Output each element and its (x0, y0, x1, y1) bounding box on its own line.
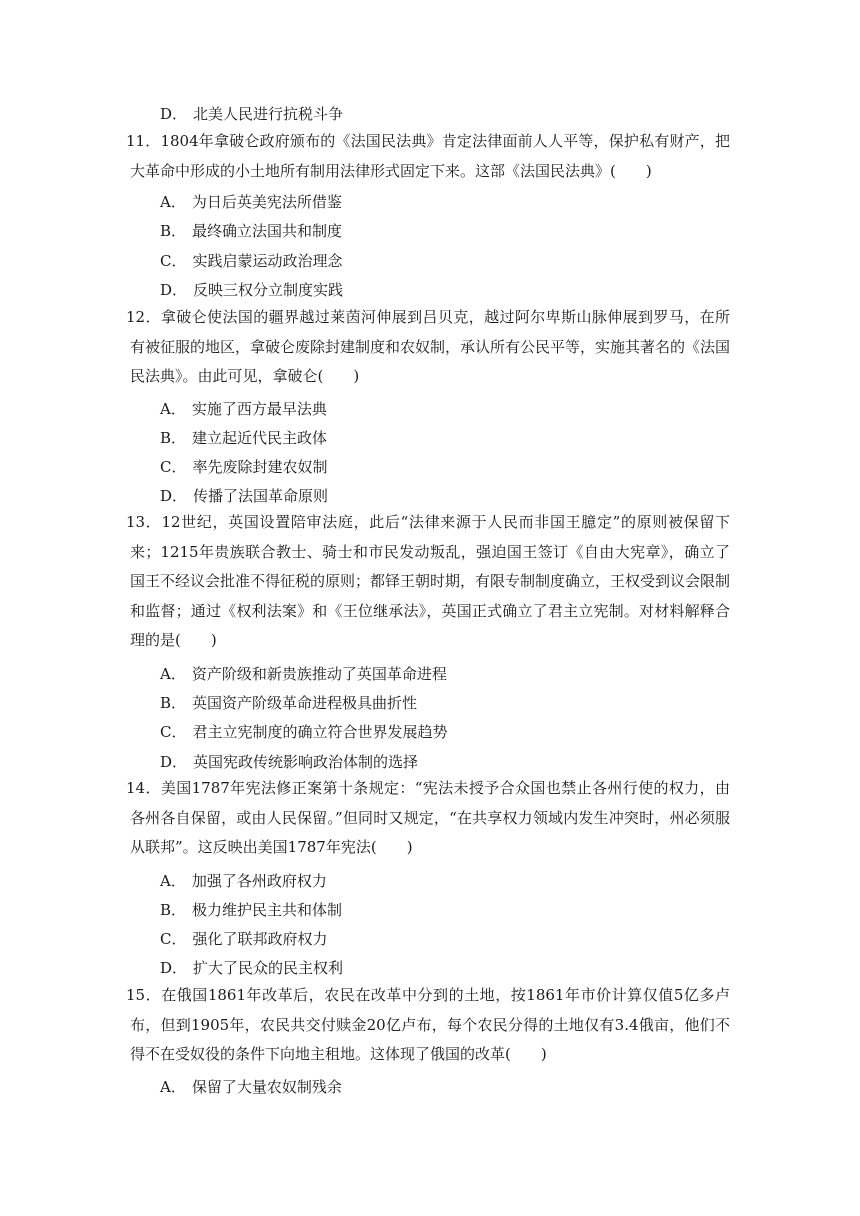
option-text: 反映三权分立制度实践 (193, 281, 344, 299)
option-a (160, 192, 342, 212)
question-text: 美国1787年宪法修正案第十条规定：“宪法未授予合众国也禁止各州行使的权力，由各州各自保留，或由人民保留。”但同时又规定，“在共享权力领域内发生冲突时，州必须服从联邦”。这反映出美国1787年宪法( ) (130, 779, 730, 856)
question-13-stem (126, 508, 731, 656)
option-d (160, 280, 343, 300)
option-a (160, 399, 327, 419)
option-text: 实践启蒙运动政治理念 (192, 252, 343, 270)
option-text: 英国宪政传统影响政治体制的选择 (193, 753, 419, 771)
option-d (160, 958, 343, 978)
option-letter: A． (160, 872, 186, 890)
option-letter: C． (160, 723, 187, 741)
option-c (160, 722, 448, 742)
option-a (160, 664, 447, 684)
option-a (160, 1077, 342, 1097)
option-letter: D． (160, 959, 188, 977)
option-d (160, 752, 418, 772)
option-c (160, 457, 328, 477)
option-letter: B． (160, 222, 187, 240)
option-text: 扩大了民众的民主权利 (193, 959, 344, 977)
option-letter: A． (160, 665, 186, 683)
option-a (160, 871, 327, 891)
question-11-stem (126, 127, 730, 186)
option-letter: B． (160, 901, 187, 919)
question-number: 13． (126, 513, 162, 531)
option-text: 英国资产阶级革命进程极具曲折性 (192, 694, 418, 712)
question-number: 14． (126, 779, 161, 797)
question-text: 1804年拿破仑政府颁布的《法国民法典》肯定法律面前人人平等，保护私有财产，把大革命中形成的小土地所有制用法律形式固定下来。这部《法国民法典》( ) (130, 132, 730, 180)
option-text: 率先废除封建农奴制 (192, 458, 328, 476)
question-number: 12． (126, 308, 161, 326)
option-letter: D． (160, 487, 188, 505)
option-text: 保留了大量农奴制残余 (191, 1078, 342, 1096)
option-letter: A． (160, 193, 186, 211)
option-text: 北美人民进行抗税斗争 (193, 105, 344, 123)
option-d (160, 486, 328, 506)
option-text: 最终确立法国共和制度 (192, 222, 343, 240)
option-letter: D． (160, 753, 188, 771)
option-b (160, 693, 417, 713)
option-text: 资产阶级和新贵族推动了英国革命进程 (191, 665, 447, 683)
option-text: 实施了西方最早法典 (191, 400, 327, 418)
option-c (160, 929, 328, 949)
question-15-stem (126, 981, 730, 1070)
option-text: 为日后英美宪法所借鉴 (191, 193, 342, 211)
option-letter: B． (160, 429, 187, 447)
option-letter: D． (160, 105, 188, 123)
option-letter: C． (160, 252, 187, 270)
option-letter: A． (160, 1078, 186, 1096)
question-text: 拿破仑使法国的疆界越过莱茵河伸展到吕贝克，越过阿尔卑斯山脉伸展到罗马，在所有被征服的地区，拿破仑废除封建制度和农奴制，承认所有公民平等，实施其著名的《法国民法典》。由此可见，拿破仑( ) (130, 308, 731, 385)
question-14-stem (126, 774, 730, 863)
option-text: 君主立宪制度的确立符合世界发展趋势 (192, 723, 448, 741)
option-b (160, 900, 342, 920)
option-b (160, 221, 342, 241)
question-text: 12世纪，英国设置陪审法庭，此后“法律来源于人民而非国王臆定”的原则被保留下来；1215年贵族联合教士、骑士和市民发动叛乱，强迫国王签订《自由大宪章》，确立了国王不经议会批准不得征税的原则；都铎王朝时期，有限专制制度确立，王权受到议会限制和监督；通过《权利法案》和《王位继承法》，英国正式确立了君主立宪制。对材料解释合理的是( ) (130, 513, 731, 649)
question-number: 11． (126, 132, 161, 150)
question-number: 15． (126, 986, 162, 1004)
option-text: 强化了联邦政府权力 (192, 930, 328, 948)
option-text: 传播了法国革命原则 (193, 487, 329, 505)
option-letter: B． (160, 694, 187, 712)
question-text: 在俄国1861年改革后，农民在改革中分到的土地，按1861年市价计算仅值5亿多卢布，但到1905年，农民共交付赎金20亿卢布，每个农民分得的土地仅有3.4俄亩，他们不得不在受奴役的条件下向地主租地。这体现了俄国的改革( ) (130, 986, 730, 1063)
option-letter: D． (160, 281, 188, 299)
option-text: 建立起近代民主政体 (192, 429, 328, 447)
question-12-stem (126, 303, 731, 392)
option-text: 加强了各州政府权力 (191, 872, 327, 890)
option-c (160, 251, 343, 271)
option-letter: C． (160, 458, 187, 476)
option-d (160, 104, 343, 124)
option-text: 极力维护民主共和体制 (192, 901, 343, 919)
option-b (160, 428, 327, 448)
option-letter: C． (160, 930, 187, 948)
option-letter: A． (160, 400, 186, 418)
